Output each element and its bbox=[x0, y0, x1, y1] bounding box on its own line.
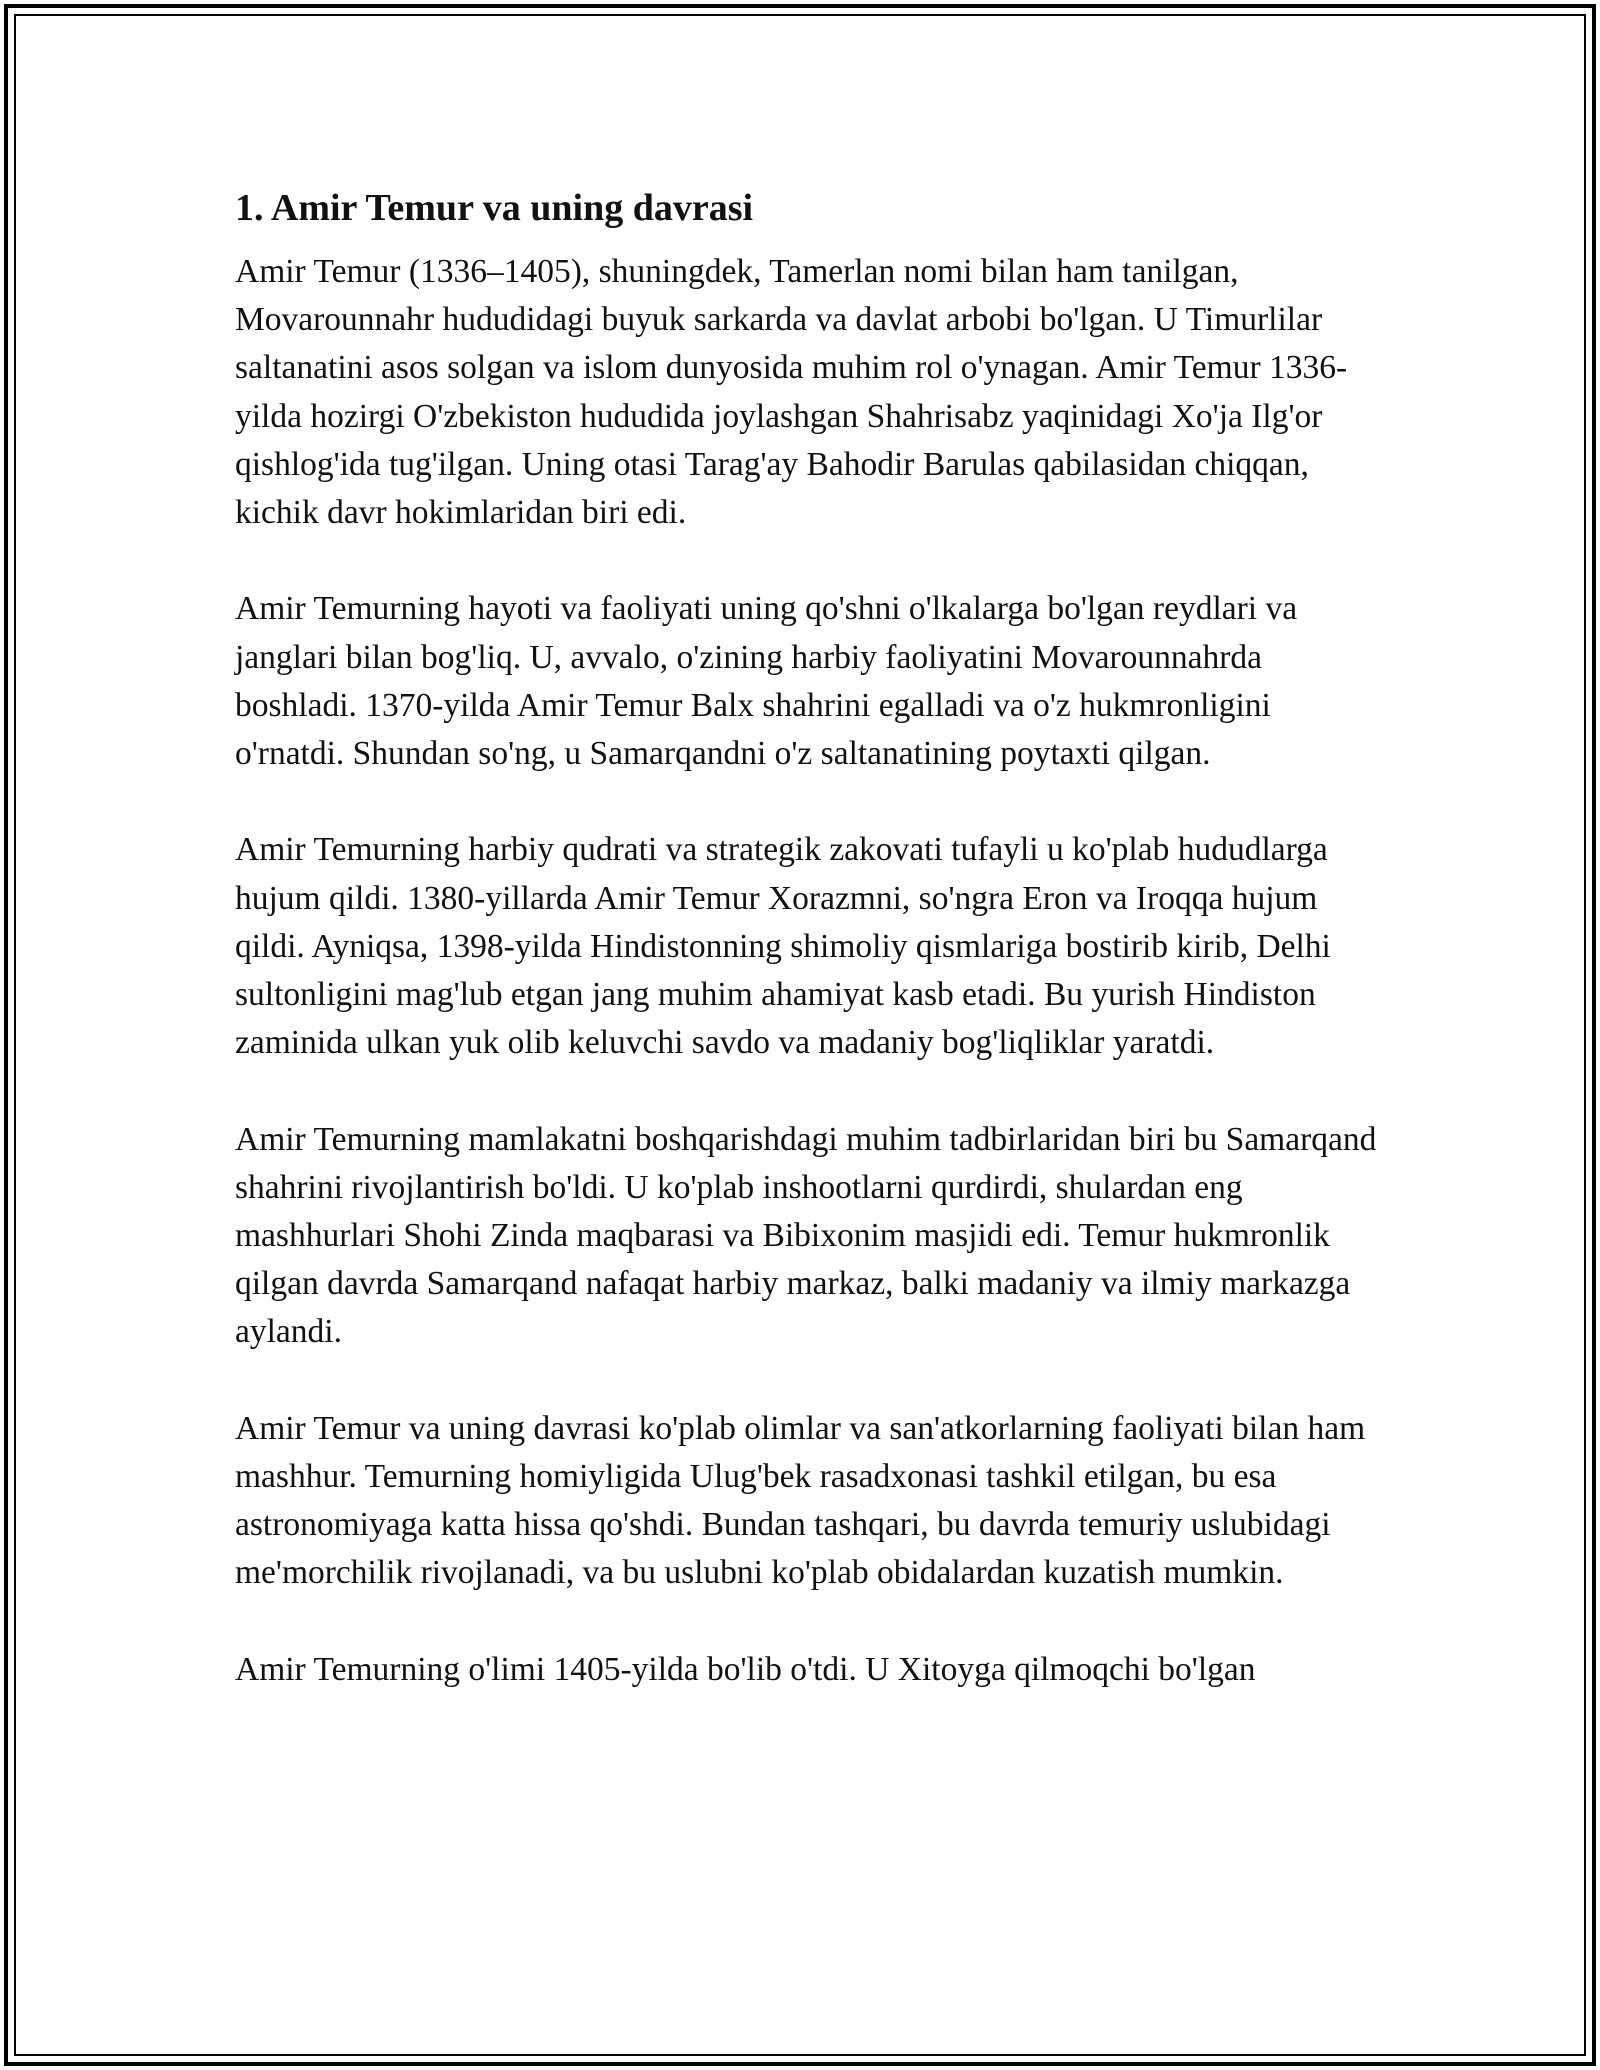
paragraph-3: Amir Temurning harbiy qudrati va strategik zakovati tufayli u ko'plab hududlarga hujum qildi. 1380-yillarda Amir Temur Xorazmni, so'ngra Eron va Iroqqa hujum qildi. Ayniqsa, 1398-yilda Hindistonning shimoliy qismlariga bostirib kirib, Delhi sultonligini mag'lub etgan jang muhim ahamiyat kasb etadi. Bu yurish Hindiston zaminida ulkan yuk olib keluvchi savdo va madaniy bog'liqliklar yaratdi. bbox=[235, 831, 1331, 1062]
paragraph-1: Amir Temur (1336–1405), shuningdek, Tamerlan nomi bilan ham tanilgan, Movarounnahr hududidagi buyuk sarkarda va davlat arbobi bo'lgan. U Timurlilar saltanatini asos solgan va islom dunyosida muhim rol o'ynagan. Amir Temur 1336-yilda hozirgi O'zbekiston hududida joylashgan Shahrisabz yaqinidagi Xo'ja Ilg'or qishlog'ida tug'ilgan. Uning otasi Tarag'ay Bahodir Barulas qabilasidan chiqqan, kichik davr hokimlaridan biri edi. bbox=[235, 253, 1348, 532]
paragraph-5: Amir Temur va uning davrasi ko'plab olimlar va san'atkorlarning faoliyati bilan ham mashhur. Temurning homiyligida Ulug'bek rasadxonasi tashkil etilgan, bu esa astronomiyaga katta hissa qo'shdi. Bundan tashqari, bu davrda temuriy uslubidagi me'morchilik rivojlanadi, va bu uslubni ko'plab obidalardan kuzatish mumkin. bbox=[235, 1409, 1366, 1592]
paragraph-6: Amir Temurning o'limi 1405-yilda bo'lib o'tdi. U Xitoyga qilmoqchi bo'lgan bbox=[235, 1650, 1256, 1688]
paragraph-2: Amir Temurning hayoti va faoliyati uning qo'shni o'lkalarga bo'lgan reydlari va janglari bilan bog'liq. U, avvalo, o'zining harbiy faoliyatini Movarounnahrda boshladi. 1370-yilda Amir Temur Balx shahrini egalladi va o'z hukmronligini o'rnatdi. Shundan so'ng, u Samarqandni o'z saltanatining poytaxti qilgan. bbox=[235, 590, 1298, 773]
document-page bbox=[235, 180, 1380, 1742]
paragraph-4: Amir Temurning mamlakatni boshqarishdagi muhim tadbirlaridan biri bu Samarqand shahrini rivojlantirish bo'ldi. U ko'plab inshootlarni qurdirdi, shulardan eng mashhurlari Shohi Zinda maqbarasi va Bibixonim masjidi edi. Temur hukmronlik qilgan davrda Samarqand nafaqat harbiy markaz, balki madaniy va ilmiy markazga aylandi. bbox=[235, 1120, 1377, 1351]
section-heading: 1. Amir Temur va uning davrasi bbox=[235, 187, 754, 229]
